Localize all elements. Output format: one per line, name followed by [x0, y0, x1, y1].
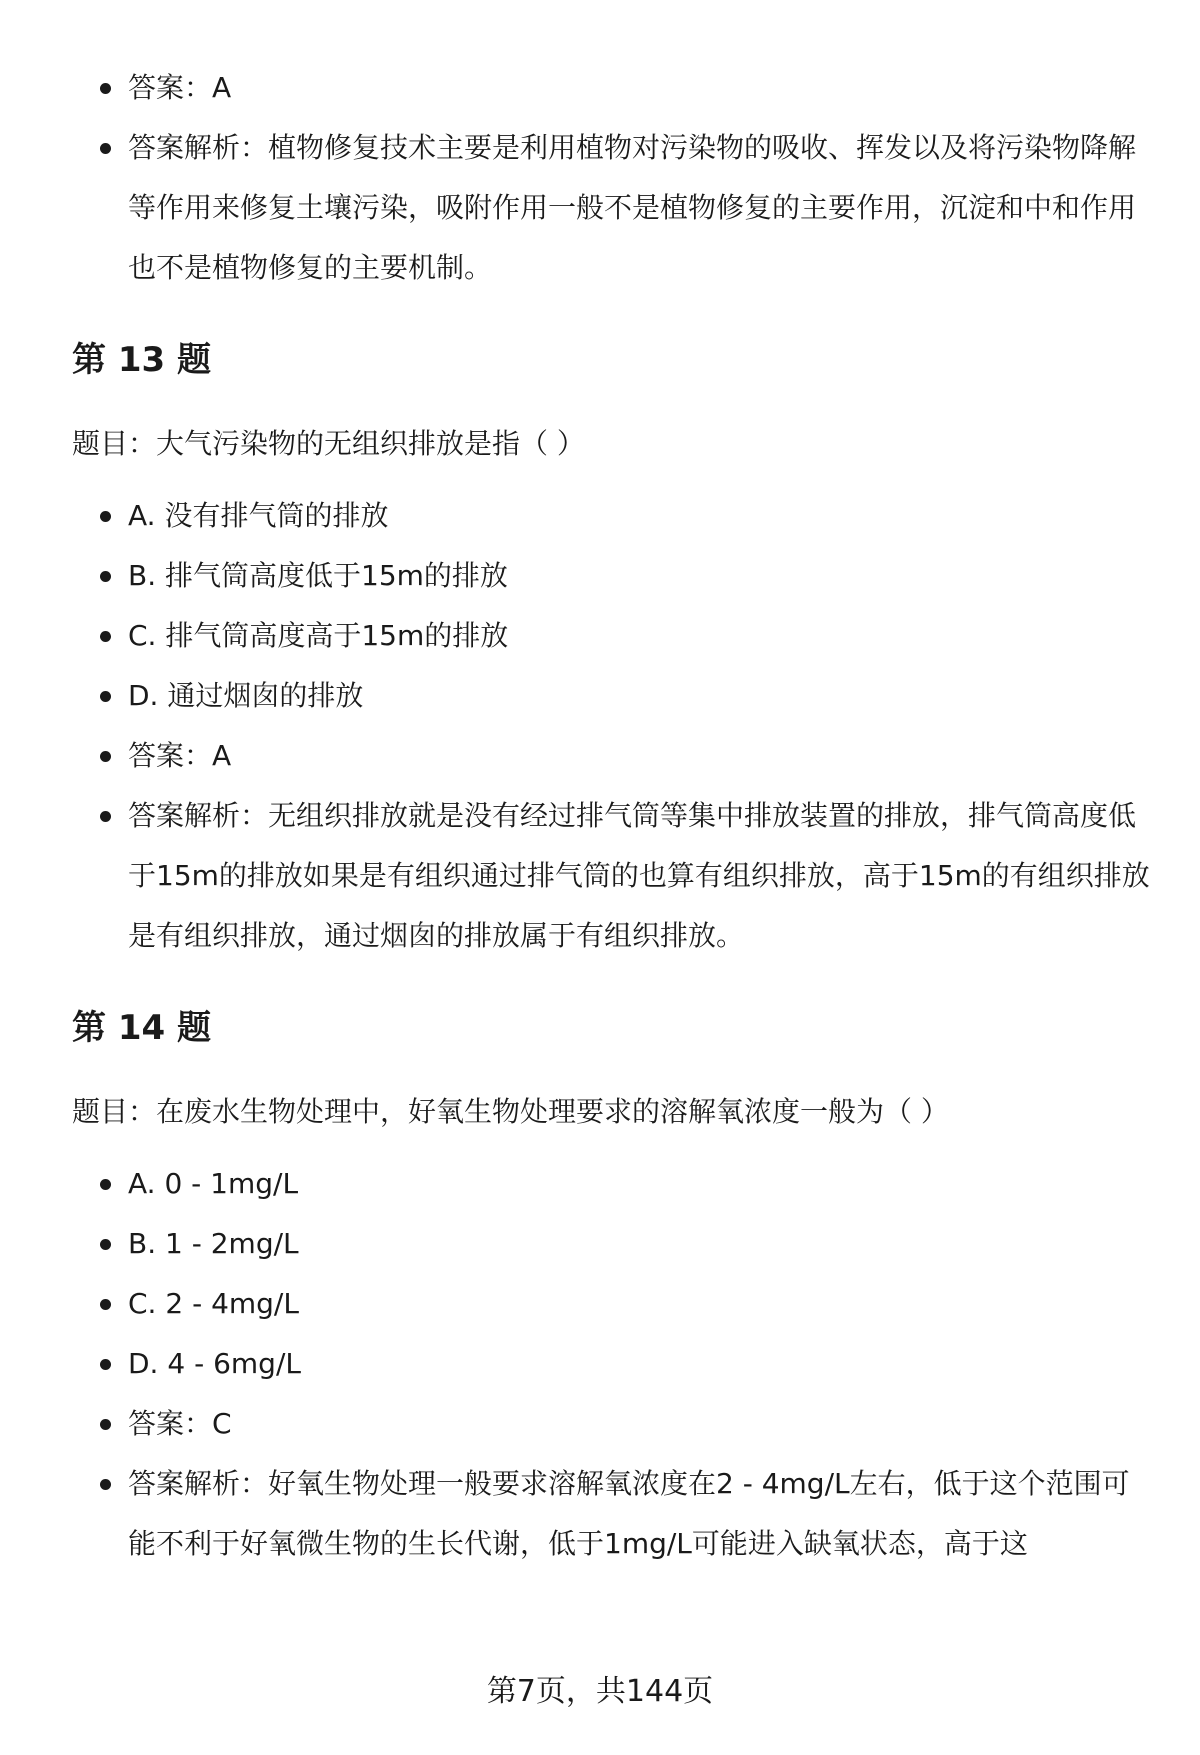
q13-option-b: B. 排气筒高度低于15m的排放: [72, 546, 1152, 606]
question-13-heading: 第 13 题: [72, 340, 211, 380]
q14-option-d: D. 4 - 6mg/L: [72, 1334, 1152, 1394]
q13-option-d: D. 通过烟囱的排放: [72, 666, 1152, 726]
q12-answer-list: [72, 58, 1152, 298]
q13-option-c: C. 排气筒高度高于15m的排放: [72, 606, 1152, 666]
q12-explanation: 答案解析：植物修复技术主要是利用植物对污染物的吸收、挥发以及将污染物降解等作用来修复土壤污染，吸附作用一般不是植物修复的主要作用，沉淀和中和作用也不是植物修复的主要机制。: [72, 118, 1152, 298]
page-content: [72, 58, 1152, 1574]
q14-option-b: B. 1 - 2mg/L: [72, 1214, 1152, 1274]
q13-explanation: 答案解析：无组织排放就是没有经过排气筒等集中排放装置的排放，排气筒高度低于15m的排放如果是有组织通过排气筒的也算有组织排放，高于15m的有组织排放是有组织排放，通过烟囱的排放属于有组织排放。: [72, 786, 1152, 966]
q13-option-a: A. 没有排气筒的排放: [72, 486, 1152, 546]
page-number-footer: 第7页，共144页: [486, 1674, 714, 1709]
question-13-options: [72, 486, 1152, 966]
q14-option-a: A. 0 - 1mg/L: [72, 1154, 1152, 1214]
q14-option-c: C. 2 - 4mg/L: [72, 1274, 1152, 1334]
q12-answer: 答案：A: [72, 58, 1152, 118]
q14-answer: 答案：C: [72, 1394, 1152, 1454]
question-14-heading: 第 14 题: [72, 1008, 211, 1048]
question-14-options: [72, 1154, 1152, 1574]
question-13-stem: 题目：大气污染物的无组织排放是指（ ）: [72, 427, 585, 460]
q14-explanation: 答案解析：好氧生物处理一般要求溶解氧浓度在2 - 4mg/L左右，低于这个范围可能不利于好氧微生物的生长代谢，低于1mg/L可能进入缺氧状态，高于这: [72, 1454, 1152, 1574]
q13-answer: 答案：A: [72, 726, 1152, 786]
question-14-stem: 题目：在废水生物处理中，好氧生物处理要求的溶解氧浓度一般为（ ）: [72, 1095, 949, 1128]
